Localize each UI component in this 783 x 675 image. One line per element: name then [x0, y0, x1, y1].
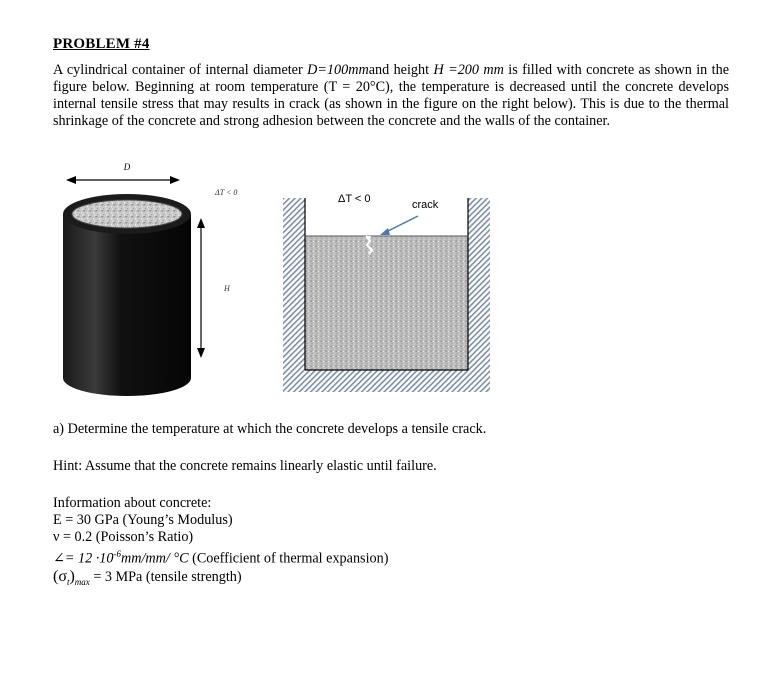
problem-heading: PROBLEM #4	[53, 36, 150, 52]
hint-text: Hint: Assume that the concrete remains linearly elastic until failure.	[53, 458, 437, 474]
cross-section	[283, 198, 490, 392]
statement-text-3: is filled with concrete as shown in the figure below. Beginning at room temperature (T = 20°C), the temperature is decreased until the concrete develops internal tensile stress that may results in crack (as shown in the figure on the right below). This is due to the thermal shrinkage of the concrete and strong adhesion between the concrete and the walls of the container.	[53, 62, 730, 129]
concrete-info	[53, 495, 388, 591]
crack-label: crack	[412, 199, 439, 211]
info-title: Information about concrete:	[53, 495, 212, 511]
tensile-strength-line: $(\sigma_t)_{max} = 3$ MPa (tensile strength)	[53, 567, 242, 587]
diameter-arrow	[66, 176, 180, 184]
statement-text-1: A cylindrical container of internal diameter	[53, 62, 308, 78]
cylinder-container	[63, 194, 191, 396]
statement-text-2: and height	[368, 62, 434, 78]
diameter-label: D	[123, 162, 131, 172]
crack-pointer-arrow	[380, 216, 418, 235]
height-arrow	[197, 218, 205, 358]
question-a: a) Determine the temperature at which the concrete develops a tensile crack.	[53, 421, 487, 437]
thermal-expansion-line: ∠= $12 \cdot 10^{-6}mm/mm/$ °C (Coefficient of thermal expansion)	[53, 549, 389, 567]
delta-t-right-label: ΔT < 0	[338, 193, 371, 205]
delta-t-left-label: ΔT < 0	[215, 188, 238, 197]
poisson-ratio-line: ν = 0.2 (Poisson’s Ratio)	[53, 529, 194, 545]
diameter-expression: D=100mm	[307, 62, 369, 78]
height-label: H	[224, 284, 230, 293]
height-expression: H =200 mm	[433, 62, 504, 78]
young-modulus-line: E = 30 GPa (Young’s Modulus)	[53, 512, 233, 528]
